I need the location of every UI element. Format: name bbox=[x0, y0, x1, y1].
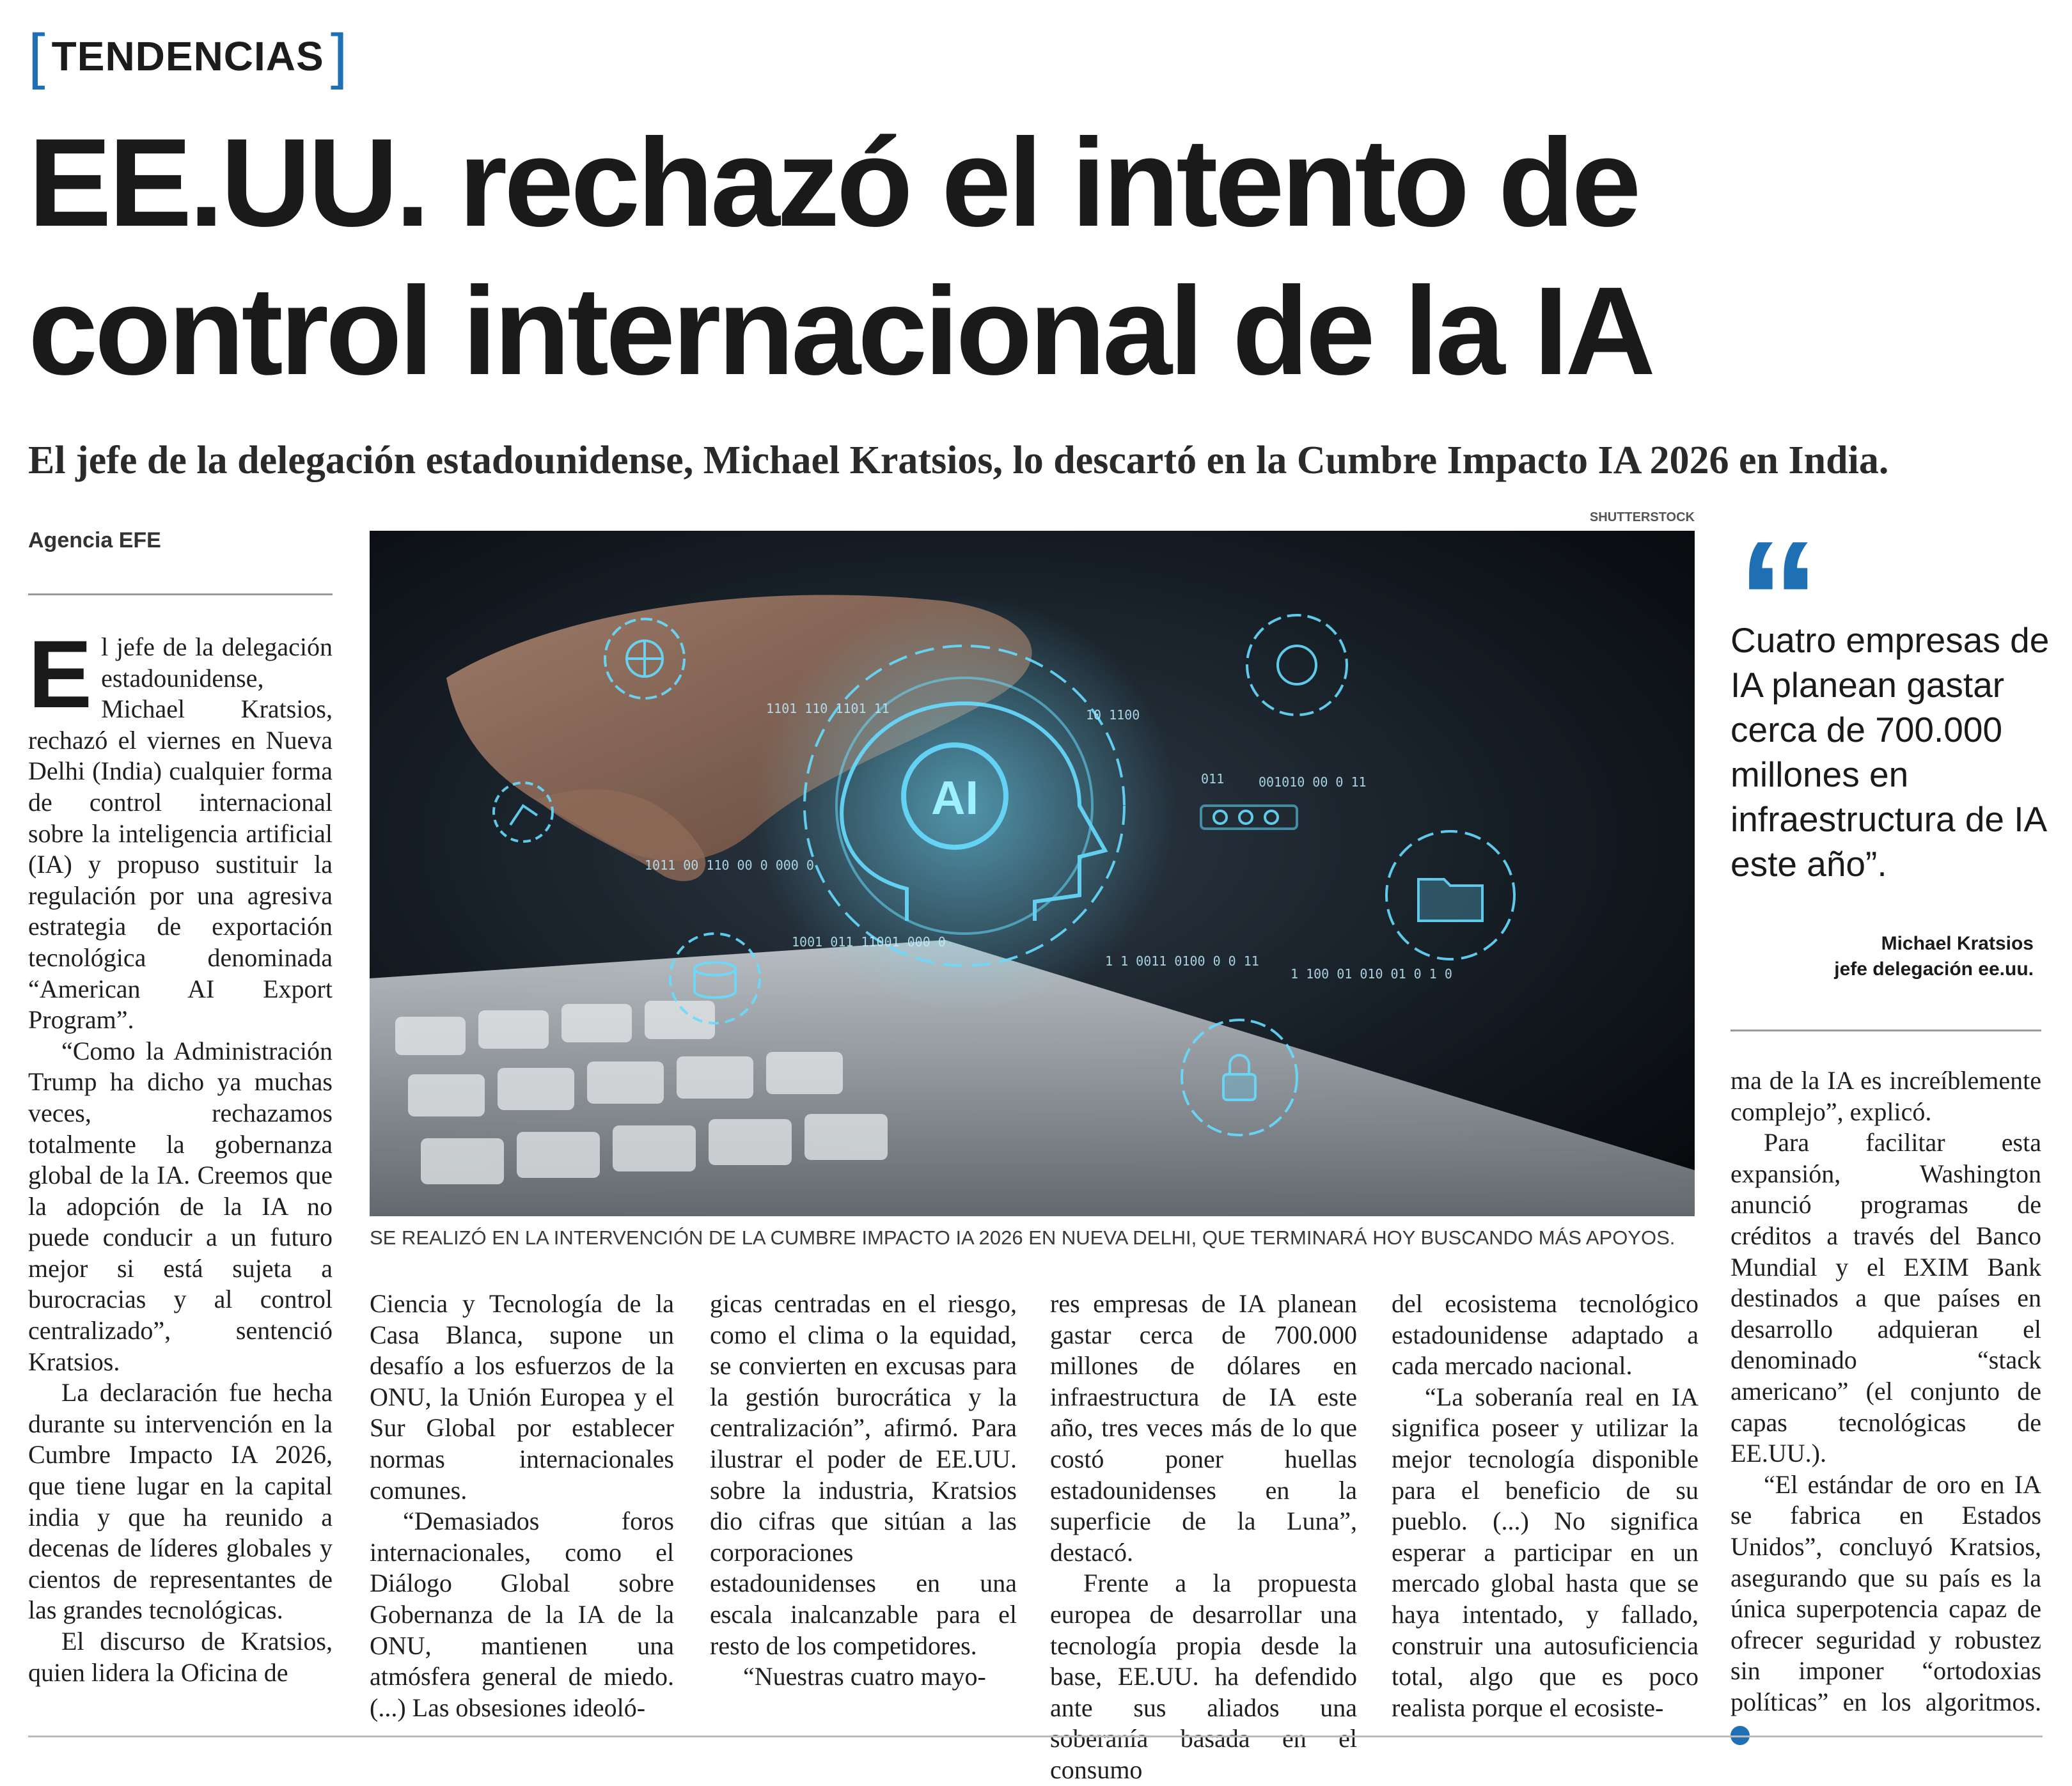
bracket-close: ] bbox=[330, 22, 348, 90]
paragraph-10: Frente a la propuesta europea de desarrollar una tecnología propia desde la base, EE.UU. ha defendido ante sus aliados una soberanía basada en el consumo bbox=[1050, 1569, 1357, 1784]
quote-author-role: jefe delegación ee.uu. bbox=[1834, 959, 2034, 980]
paragraph-14: Para facilitar esta expansión, Washington anunció programas de créditos a través del Banco Mundial y el EXIM Bank destinados a que países en desarrollo adquieran el denominado “stack americano” (el conjunto de capas tecnológicas de EE.UU.). bbox=[1731, 1128, 2041, 1468]
end-mark-icon: ✪ bbox=[1731, 1726, 1750, 1745]
binary-text: 1 100 01 010 01 0 1 0 bbox=[1291, 966, 1452, 982]
bottom-rule bbox=[28, 1735, 2043, 1737]
paragraph-9: res empresas de IA planean gastar cerca de 700.000 millones de dólares en infraestructura de IA este año, tres veces más de lo que costó poner huellas estadounidenses en la superficie de la Luna”, destacó. bbox=[1050, 1289, 1357, 1567]
bracket-open: [ bbox=[28, 22, 45, 90]
ai-illustration bbox=[370, 531, 1695, 1216]
paragraph-5: Ciencia y Tecnología de la Casa Blanca, supone un desafío a los esfuerzos de la ONU, la Unión Europea y el Sur Global por establecer normas internacionales comunes. bbox=[370, 1289, 674, 1505]
headline: EE.UU. rechazó el intento de control internacional de la IA bbox=[28, 113, 1653, 401]
pull-quote: Cuatro empresas de IA planean gastar cerca de 700.000 millones en infraestructura de IA este año”. bbox=[1731, 620, 2050, 884]
paragraph-13: ma de la IA es increíblemente complejo”, explicó. bbox=[1731, 1066, 2041, 1126]
paragraph-6: “Demasiados foros internacionales, como el Diálogo Global sobre Gobernanza de la IA de la ONU, mantienen una atmósfera general de miedo. (...) Las obsesiones ideoló- bbox=[370, 1507, 674, 1722]
paragraph-4: El discurso de Kratsios, quien lidera la Oficina de bbox=[28, 1627, 333, 1687]
binary-text: 1 1 0011 0100 0 0 11 bbox=[1105, 953, 1259, 969]
binary-text: 10 1100 bbox=[1086, 707, 1140, 723]
binary-text: 011 bbox=[1201, 771, 1225, 787]
paragraph-2: “Como la Administración Trump ha dicho ya muchas veces, rechazamos totalmente la gobernanza global de la IA. Creemos que la adopción de la IA no puede conducir a un futuro mejor si está sujeta a burocracias y al control centralizado”, sentenció Kratsios. bbox=[28, 1036, 333, 1376]
article-photo bbox=[370, 531, 1695, 1216]
section-tag bbox=[28, 24, 347, 88]
byline: Agencia EFE bbox=[28, 528, 161, 552]
byline-divider bbox=[28, 593, 333, 595]
binary-text: 1001 011 11001 000 0 bbox=[792, 934, 946, 950]
binary-text: 1011 00 110 00 0 000 0 bbox=[645, 858, 814, 873]
article-column-6 bbox=[1731, 1065, 2041, 1749]
drop-cap: E bbox=[28, 620, 93, 728]
binary-text: 1101 110 1101 11 bbox=[766, 701, 890, 716]
binary-text: 001010 00 0 11 bbox=[1259, 774, 1367, 790]
paragraph-15: “El estándar de oro en IA se fabrica en Estados Unidos”, concluyó Kratsios, asegurando que su país es la única superpotencia capaz de ofrecer seguridad y robustez sin imponer “ortodoxias políticas” en los algoritmos. ✪ bbox=[1731, 1469, 2041, 1745]
photo-caption: SE REALIZÓ EN LA INTERVENCIÓN DE LA CUMBRE IMPACTO IA 2026 EN NUEVA DELHI, QUE TERMINARÁ HOY BUSCANDO MÁS APOYOS. bbox=[370, 1226, 1676, 1249]
paragraph-3: La declaración fue hecha durante su intervención en la Cumbre Impacto IA 2026, que tiene lugar en la capital india y que ha reunido a decenas de líderes globales y cientos de representantes de las grandes tecnológicas. bbox=[28, 1378, 333, 1625]
quote-attribution bbox=[1834, 931, 2034, 982]
section-tag-text: TENDENCIAS bbox=[51, 33, 324, 79]
paragraph-7: gicas centradas en el riesgo, como el clima o la equidad, se convierten en excusas para la gestión burocrática y la centralización”, afirmó. Para ilustrar el poder de EE.UU. sobre la industria, Kratsios dio cifras que sitúan a las corporaciones estadounidenses en una escala inalcanzable para el resto de los competidores. bbox=[710, 1289, 1017, 1660]
paragraph-8: “Nuestras cuatro mayo- bbox=[743, 1662, 986, 1691]
quote-mark-icon: “ bbox=[1737, 507, 1820, 693]
quote-author: Michael Kratsios bbox=[1881, 933, 2034, 954]
photo-credit: SHUTTERSTOCK bbox=[1589, 510, 1695, 524]
article-column-1 bbox=[28, 620, 333, 1688]
article-column-3 bbox=[710, 1289, 1017, 1693]
quote-divider bbox=[1731, 1030, 2041, 1031]
paragraph-12: “La soberanía real en IA significa poseer y utilizar la mejor tecnología disponible para el beneficio de su pueblo. (...) No significa esperar a participar en un mercado global hasta que se haya intentado, y fallado, construir una autosuficiencia total, algo que es poco realista porque el ecosiste- bbox=[1392, 1382, 1699, 1722]
article-column-2 bbox=[370, 1289, 674, 1723]
ai-label: AI bbox=[931, 771, 978, 824]
paragraph-11: del ecosistema tecnológico estadounidense adaptado a cada mercado nacional. bbox=[1392, 1289, 1699, 1381]
article-column-4 bbox=[1050, 1289, 1357, 1786]
paragraph-1: El jefe de la delegación estadounidense, Michael Kratsios, rechazó el viernes en Nueva Delhi (India) cualquier forma de control internacional sobre la inteligencia artificial (IA) y propuso sustituir la regulación por una agresiva estrategia de exportación tecnológica denominada “American AI Export Program”. bbox=[28, 620, 333, 1035]
subheadline: El jefe de la delegación estadounidense, Michael Kratsios, lo descartó en la Cumbre Impacto IA 2026 en India. bbox=[28, 439, 1889, 482]
article-column-5 bbox=[1392, 1289, 1699, 1723]
